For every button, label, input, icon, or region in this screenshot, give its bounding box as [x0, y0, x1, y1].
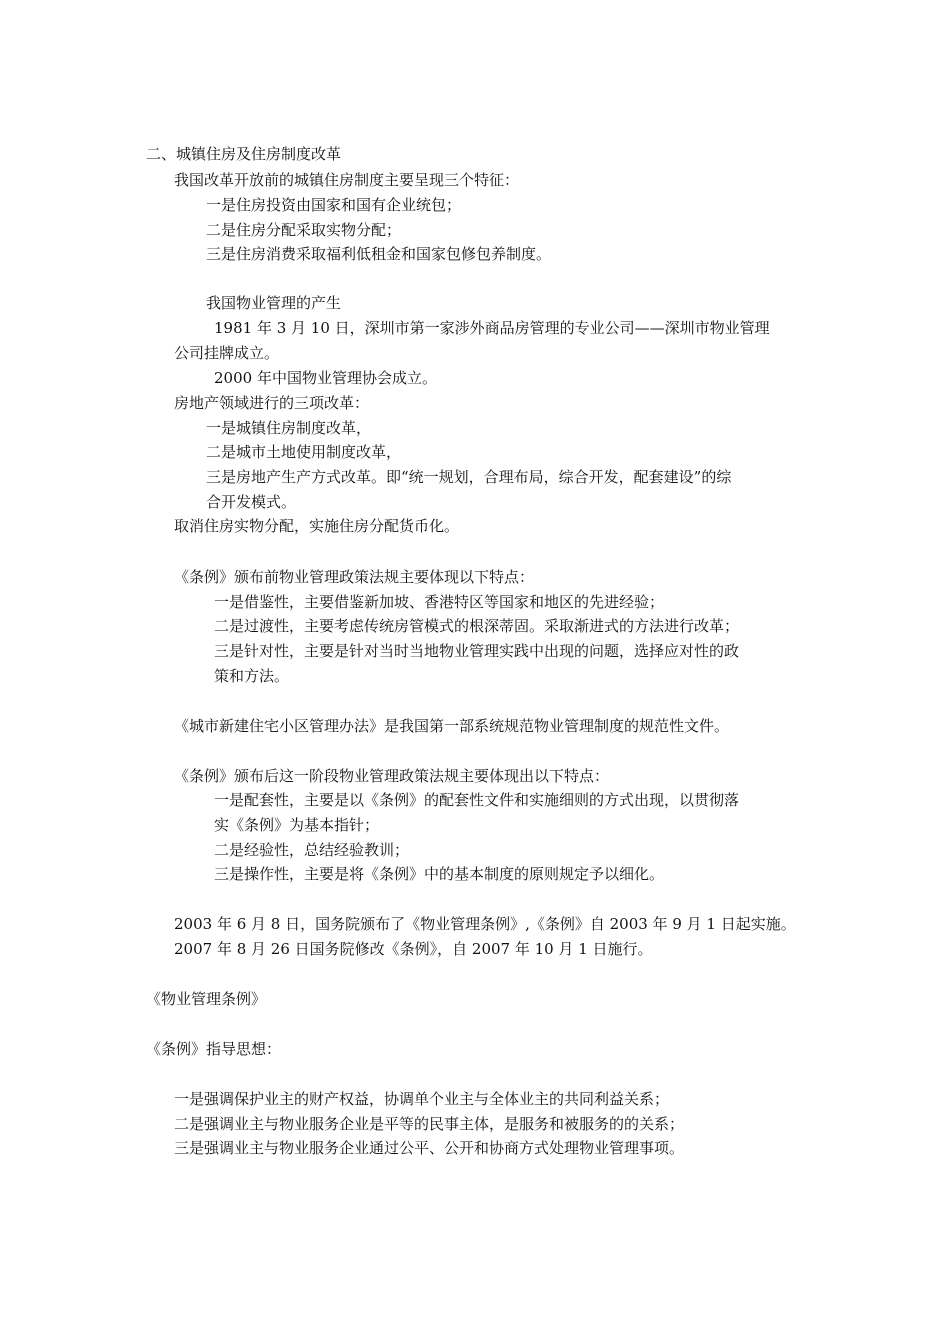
- list-item-line: 一是住房投资由国家和国有企业统包；: [206, 196, 462, 214]
- paragraph-line: 1981 年 3 月 10 日，深圳市第一家涉外商品房管理的专业公司——深圳市物业管理: [214, 319, 770, 337]
- paragraph-line: 《条例》颁布前物业管理政策法规主要体现以下特点：: [174, 568, 535, 586]
- paragraph-line: 房地产领域进行的三项改革：: [174, 394, 370, 412]
- list-item-line: 策和方法。: [214, 667, 290, 685]
- list-item-line: 实《条例》为基本指针；: [214, 816, 380, 834]
- paragraph-line: 2007 年 8 月 26 日国务院修改《条例》，自 2007 年 10 月 1 日施行。: [174, 940, 653, 958]
- list-item-line: 二是过渡性，主要考虑传统房管模式的根深蒂固。采取渐进式的方法进行改革；: [214, 617, 740, 635]
- list-item-line: 二是强调业主与物业服务企业是平等的民事主体，是服务和被服务的的关系；: [174, 1115, 685, 1133]
- list-item-line: 一是强调保护业主的财产权益，协调单个业主与全体业主的共同利益关系；: [174, 1090, 670, 1108]
- paragraph-line: 公司挂牌成立。: [174, 344, 280, 362]
- list-item-line: 三是针对性，主要是针对当时当地物业管理实践中出现的问题，选择应对性的政: [214, 642, 740, 660]
- list-item-line: 二是住房分配采取实物分配；: [206, 221, 402, 239]
- list-item-line: 二是经验性，总结经验教训；: [214, 841, 410, 859]
- list-item-line: 一是借鉴性，主要借鉴新加坡、香港特区等国家和地区的先进经验；: [214, 593, 665, 611]
- paragraph-line: 《条例》颁布后这一阶段物业管理政策法规主要体现出以下特点：: [174, 767, 610, 785]
- list-item-line: 二是城市土地使用制度改革，: [206, 443, 402, 461]
- paragraph-line: 《条例》指导思想：: [146, 1040, 282, 1058]
- paragraph-line: 2003 年 6 月 8 日，国务院颁布了《物业管理条例》,《条例》自 2003 年 9 月 1 日起实施。: [174, 915, 796, 933]
- paragraph-line: 《物业管理条例》: [146, 990, 267, 1008]
- paragraph-line: 《城市新建住宅小区管理办法》是我国第一部系统规范物业管理制度的规范性文件。: [174, 717, 730, 735]
- section-heading: 二、城镇住房及住房制度改革: [146, 145, 342, 163]
- paragraph-line: 2000 年中国物业管理协会成立。: [214, 369, 437, 387]
- paragraph-line: 我国改革开放前的城镇住房制度主要呈现三个特征：: [174, 171, 520, 189]
- list-item-line: 一是配套性，主要是以《条例》的配套性文件和实施细则的方式出现，以贯彻落: [214, 791, 740, 809]
- list-item-line: 一是城镇住房制度改革，: [206, 419, 372, 437]
- paragraph-line: 取消住房实物分配，实施住房分配货币化。: [174, 517, 460, 535]
- list-item-line: 合开发模式。: [206, 493, 297, 511]
- list-item-line: 三是操作性，主要是将《条例》中的基本制度的原则规定予以细化。: [214, 865, 665, 883]
- list-item-line: 三是强调业主与物业服务企业通过公平、公开和协商方式处理物业管理事项。: [174, 1139, 685, 1157]
- list-item-line: 三是房地产生产方式改革。即“统一规划，合理布局，综合开发，配套建设”的综: [206, 468, 732, 486]
- subheading-line: 我国物业管理的产生: [206, 294, 342, 312]
- list-item-line: 三是住房消费采取福利低租金和国家包修包养制度。: [206, 245, 552, 263]
